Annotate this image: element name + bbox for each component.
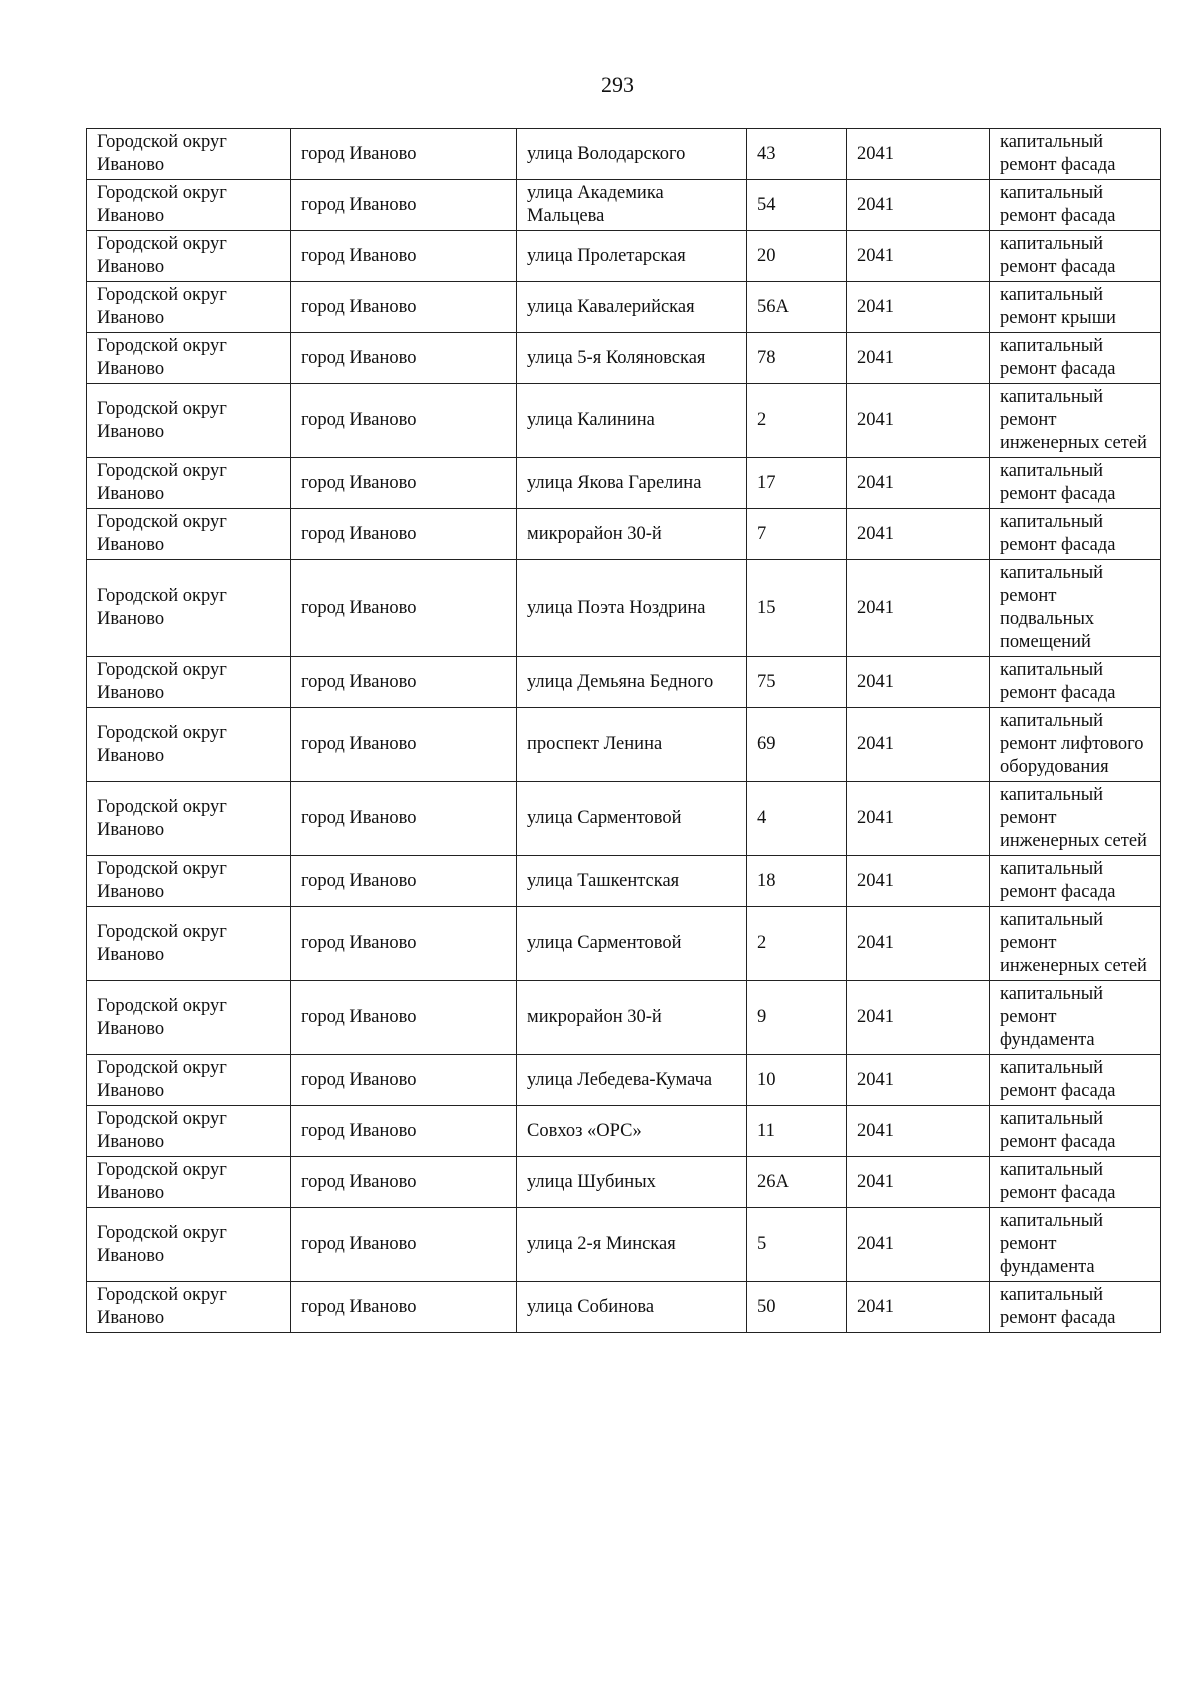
street-cell: улица Поэта Ноздрина bbox=[517, 560, 747, 657]
work-type-cell: капитальный ремонт фасада bbox=[990, 458, 1161, 509]
table-row bbox=[87, 282, 1161, 333]
house-number-cell: 18 bbox=[747, 856, 847, 907]
municipality-cell: Городской округ Иваново bbox=[87, 1157, 291, 1208]
work-type-cell: капитальный ремонт фасада bbox=[990, 231, 1161, 282]
page-number: 293 bbox=[601, 72, 634, 97]
repair-schedule-table bbox=[86, 128, 1161, 1333]
table-row bbox=[87, 856, 1161, 907]
street-cell: улица Сарментовой bbox=[517, 782, 747, 856]
table-row bbox=[87, 981, 1161, 1055]
work-type-cell: капитальный ремонт фасада bbox=[990, 856, 1161, 907]
municipality-cell: Городской округ Иваново bbox=[87, 856, 291, 907]
year-cell: 2041 bbox=[847, 333, 990, 384]
city-cell: город Иваново bbox=[291, 856, 517, 907]
city-cell: город Иваново bbox=[291, 231, 517, 282]
year-cell: 2041 bbox=[847, 282, 990, 333]
year-cell: 2041 bbox=[847, 1055, 990, 1106]
city-cell: город Иваново bbox=[291, 560, 517, 657]
work-type-cell: капитальный ремонт фасада bbox=[990, 509, 1161, 560]
year-cell: 2041 bbox=[847, 1282, 990, 1333]
year-cell: 2041 bbox=[847, 1106, 990, 1157]
table-row bbox=[87, 708, 1161, 782]
work-type-cell: капитальный ремонт подвальных помещений bbox=[990, 560, 1161, 657]
city-cell: город Иваново bbox=[291, 907, 517, 981]
work-type-cell: капитальный ремонт фасада bbox=[990, 657, 1161, 708]
table-row bbox=[87, 180, 1161, 231]
house-number-cell: 43 bbox=[747, 129, 847, 180]
work-type-cell: капитальный ремонт фасада bbox=[990, 1055, 1161, 1106]
table-row bbox=[87, 657, 1161, 708]
house-number-cell: 10 bbox=[747, 1055, 847, 1106]
work-type-cell: капитальный ремонт фасада bbox=[990, 1157, 1161, 1208]
municipality-cell: Городской округ Иваново bbox=[87, 1055, 291, 1106]
street-cell: улица Лебедева-Кумача bbox=[517, 1055, 747, 1106]
house-number-cell: 69 bbox=[747, 708, 847, 782]
street-cell: улица Академика Мальцева bbox=[517, 180, 747, 231]
city-cell: город Иваново bbox=[291, 129, 517, 180]
municipality-cell: Городской округ Иваново bbox=[87, 560, 291, 657]
work-type-cell: капитальный ремонт фасада bbox=[990, 333, 1161, 384]
house-number-cell: 5 bbox=[747, 1208, 847, 1282]
house-number-cell: 2 bbox=[747, 907, 847, 981]
municipality-cell: Городской округ Иваново bbox=[87, 782, 291, 856]
city-cell: город Иваново bbox=[291, 384, 517, 458]
city-cell: город Иваново bbox=[291, 509, 517, 560]
municipality-cell: Городской округ Иваново bbox=[87, 458, 291, 509]
street-cell: проспект Ленина bbox=[517, 708, 747, 782]
street-cell: улица Якова Гарелина bbox=[517, 458, 747, 509]
year-cell: 2041 bbox=[847, 1208, 990, 1282]
street-cell: улица Сарментовой bbox=[517, 907, 747, 981]
table-row bbox=[87, 333, 1161, 384]
work-type-cell: капитальный ремонт фундамента bbox=[990, 1208, 1161, 1282]
year-cell: 2041 bbox=[847, 657, 990, 708]
house-number-cell: 75 bbox=[747, 657, 847, 708]
municipality-cell: Городской округ Иваново bbox=[87, 907, 291, 981]
year-cell: 2041 bbox=[847, 509, 990, 560]
municipality-cell: Городской округ Иваново bbox=[87, 1282, 291, 1333]
municipality-cell: Городской округ Иваново bbox=[87, 384, 291, 458]
house-number-cell: 78 bbox=[747, 333, 847, 384]
street-cell: улица 2-я Минская bbox=[517, 1208, 747, 1282]
table-body bbox=[87, 129, 1161, 1333]
street-cell: улица Пролетарская bbox=[517, 231, 747, 282]
house-number-cell: 56А bbox=[747, 282, 847, 333]
table-row bbox=[87, 907, 1161, 981]
street-cell: улица Демьяна Бедного bbox=[517, 657, 747, 708]
year-cell: 2041 bbox=[847, 458, 990, 509]
table-row bbox=[87, 1157, 1161, 1208]
city-cell: город Иваново bbox=[291, 1208, 517, 1282]
table-row bbox=[87, 1208, 1161, 1282]
municipality-cell: Городской округ Иваново bbox=[87, 1208, 291, 1282]
year-cell: 2041 bbox=[847, 907, 990, 981]
work-type-cell: капитальный ремонт крыши bbox=[990, 282, 1161, 333]
work-type-cell: капитальный ремонт инженерных сетей bbox=[990, 907, 1161, 981]
city-cell: город Иваново bbox=[291, 708, 517, 782]
street-cell: улица Калинина bbox=[517, 384, 747, 458]
municipality-cell: Городской округ Иваново bbox=[87, 509, 291, 560]
table-row bbox=[87, 129, 1161, 180]
city-cell: город Иваново bbox=[291, 981, 517, 1055]
street-cell: улица Собинова bbox=[517, 1282, 747, 1333]
municipality-cell: Городской округ Иваново bbox=[87, 129, 291, 180]
house-number-cell: 2 bbox=[747, 384, 847, 458]
house-number-cell: 11 bbox=[747, 1106, 847, 1157]
house-number-cell: 20 bbox=[747, 231, 847, 282]
year-cell: 2041 bbox=[847, 981, 990, 1055]
street-cell: улица Шубиных bbox=[517, 1157, 747, 1208]
table-row bbox=[87, 1055, 1161, 1106]
house-number-cell: 54 bbox=[747, 180, 847, 231]
municipality-cell: Городской округ Иваново bbox=[87, 708, 291, 782]
street-cell: Совхоз «ОРС» bbox=[517, 1106, 747, 1157]
table-row bbox=[87, 509, 1161, 560]
municipality-cell: Городской округ Иваново bbox=[87, 1106, 291, 1157]
year-cell: 2041 bbox=[847, 856, 990, 907]
house-number-cell: 15 bbox=[747, 560, 847, 657]
street-cell: улица Володарского bbox=[517, 129, 747, 180]
house-number-cell: 7 bbox=[747, 509, 847, 560]
year-cell: 2041 bbox=[847, 129, 990, 180]
municipality-cell: Городской округ Иваново bbox=[87, 333, 291, 384]
work-type-cell: капитальный ремонт фундамента bbox=[990, 981, 1161, 1055]
year-cell: 2041 bbox=[847, 384, 990, 458]
work-type-cell: капитальный ремонт фасада bbox=[990, 1106, 1161, 1157]
table-row bbox=[87, 1282, 1161, 1333]
year-cell: 2041 bbox=[847, 560, 990, 657]
table-row bbox=[87, 782, 1161, 856]
work-type-cell: капитальный ремонт лифтового оборудования bbox=[990, 708, 1161, 782]
city-cell: город Иваново bbox=[291, 1157, 517, 1208]
table-row bbox=[87, 1106, 1161, 1157]
year-cell: 2041 bbox=[847, 708, 990, 782]
street-cell: улица Ташкентская bbox=[517, 856, 747, 907]
street-cell: микрорайон 30-й bbox=[517, 509, 747, 560]
work-type-cell: капитальный ремонт инженерных сетей bbox=[990, 782, 1161, 856]
city-cell: город Иваново bbox=[291, 282, 517, 333]
house-number-cell: 17 bbox=[747, 458, 847, 509]
city-cell: город Иваново bbox=[291, 180, 517, 231]
city-cell: город Иваново bbox=[291, 1282, 517, 1333]
city-cell: город Иваново bbox=[291, 657, 517, 708]
year-cell: 2041 bbox=[847, 180, 990, 231]
municipality-cell: Городской округ Иваново bbox=[87, 231, 291, 282]
municipality-cell: Городской округ Иваново bbox=[87, 981, 291, 1055]
city-cell: город Иваново bbox=[291, 1106, 517, 1157]
house-number-cell: 4 bbox=[747, 782, 847, 856]
work-type-cell: капитальный ремонт фасада bbox=[990, 1282, 1161, 1333]
work-type-cell: капитальный ремонт фасада bbox=[990, 129, 1161, 180]
work-type-cell: капитальный ремонт инженерных сетей bbox=[990, 384, 1161, 458]
year-cell: 2041 bbox=[847, 1157, 990, 1208]
house-number-cell: 50 bbox=[747, 1282, 847, 1333]
city-cell: город Иваново bbox=[291, 458, 517, 509]
work-type-cell: капитальный ремонт фасада bbox=[990, 180, 1161, 231]
city-cell: город Иваново bbox=[291, 782, 517, 856]
table-row bbox=[87, 560, 1161, 657]
table-row bbox=[87, 384, 1161, 458]
table-row bbox=[87, 458, 1161, 509]
municipality-cell: Городской округ Иваново bbox=[87, 180, 291, 231]
municipality-cell: Городской округ Иваново bbox=[87, 282, 291, 333]
year-cell: 2041 bbox=[847, 231, 990, 282]
street-cell: улица Кавалерийская bbox=[517, 282, 747, 333]
city-cell: город Иваново bbox=[291, 333, 517, 384]
street-cell: микрорайон 30-й bbox=[517, 981, 747, 1055]
street-cell: улица 5-я Коляновская bbox=[517, 333, 747, 384]
year-cell: 2041 bbox=[847, 782, 990, 856]
municipality-cell: Городской округ Иваново bbox=[87, 657, 291, 708]
house-number-cell: 26А bbox=[747, 1157, 847, 1208]
house-number-cell: 9 bbox=[747, 981, 847, 1055]
table-row bbox=[87, 231, 1161, 282]
city-cell: город Иваново bbox=[291, 1055, 517, 1106]
